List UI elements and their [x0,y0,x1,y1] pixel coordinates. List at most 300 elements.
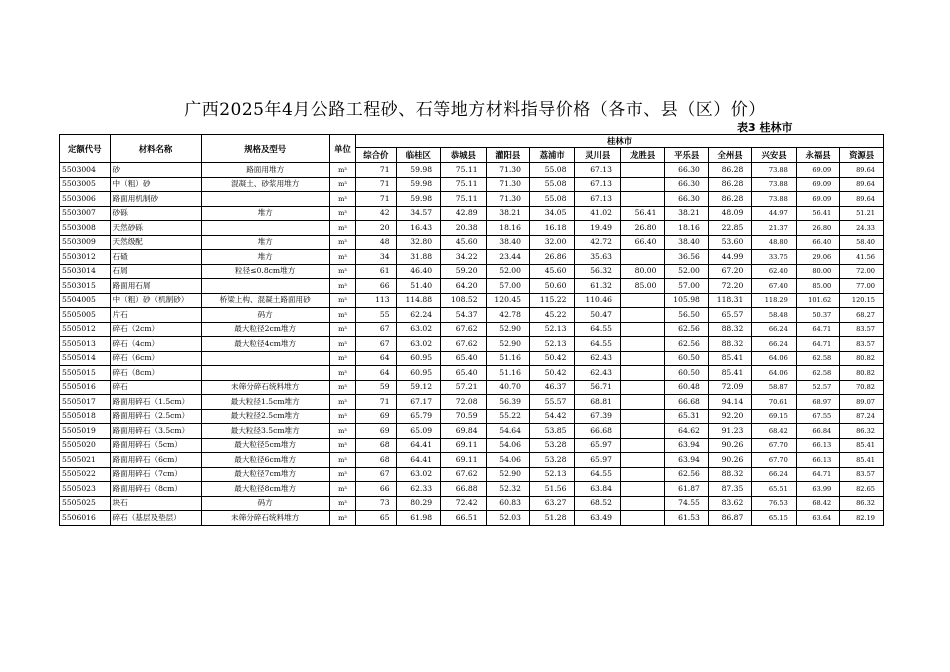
cell-price: 66.88 [441,482,486,497]
cell-price: 34.05 [529,206,574,221]
cell-price: 67.70 [752,453,796,468]
cell-price: 73.88 [752,177,796,192]
cell-price: 63.49 [575,511,620,526]
cell-price: 65.15 [752,511,796,526]
cell-price: 64.71 [796,337,839,352]
cell-price: 45.60 [529,264,574,279]
cell-price [620,424,664,439]
cell-price: 85.41 [840,438,884,453]
cell-code: 5503004 [60,163,111,178]
cell-price: 85.41 [708,366,751,381]
cell-price: 50.60 [529,279,574,294]
cell-price: 61.87 [665,482,708,497]
cell-price: 50.37 [796,308,839,323]
cell-price: 60.83 [486,496,529,511]
cell-price: 67.13 [575,177,620,192]
cell-price: 85.41 [840,453,884,468]
cell-price: 65.31 [665,409,708,424]
cell-spec: 粒径≤0.8cm堆方 [201,264,329,279]
cell-material-name: 砂 [110,163,201,178]
cell-price: 65.40 [441,351,486,366]
cell-price: 66.84 [796,424,839,439]
cell-unit: m³ [329,453,355,468]
cell-price: 52.00 [665,264,708,279]
cell-material-name: 路面用碎石（8cm） [110,482,201,497]
cell-price: 51.16 [486,351,529,366]
cell-price: 89.07 [840,395,884,410]
header-column: 荔浦市 [529,148,574,163]
cell-price: 26.80 [796,221,839,236]
cell-price: 66.68 [665,395,708,410]
cell-material-name: 路面用碎石（6cm） [110,453,201,468]
cell-material-name: 中（粗）砂 [110,177,201,192]
header-name: 材料名称 [110,135,201,163]
cell-price: 65.51 [752,482,796,497]
table-row [60,250,884,265]
cell-price: 68.52 [575,496,620,511]
cell-price: 67.62 [441,467,486,482]
cell-price: 56.39 [486,395,529,410]
cell-spec: 桥梁上构、混凝土路面用砂 [201,293,329,308]
cell-material-name: 碎石（基层及垫层） [110,511,201,526]
cell-price: 94.14 [708,395,751,410]
cell-code: 5503008 [60,221,111,236]
cell-price [620,366,664,381]
cell-price [620,322,664,337]
cell-code: 5503012 [60,250,111,265]
cell-price: 52.90 [486,337,529,352]
cell-price: 53.60 [708,235,751,250]
cell-price: 69 [356,409,396,424]
cell-unit: m³ [329,482,355,497]
cell-price: 64.06 [752,366,796,381]
cell-price: 85.41 [708,351,751,366]
table-header [60,135,884,163]
cell-code: 5505023 [60,482,111,497]
table-row [60,351,884,366]
cell-unit: m³ [329,264,355,279]
cell-price: 69.11 [441,438,486,453]
cell-price: 114.88 [396,293,440,308]
header-spec: 规格及型号 [201,135,329,163]
cell-price: 58.48 [752,308,796,323]
cell-price [620,482,664,497]
cell-price: 59 [356,380,396,395]
cell-unit: m³ [329,496,355,511]
cell-price: 67.13 [575,163,620,178]
cell-price: 113 [356,293,396,308]
cell-price: 31.88 [396,250,440,265]
table-row [60,177,884,192]
cell-price: 62.56 [665,467,708,482]
cell-price [620,351,664,366]
cell-spec: 未筛分碎石统料堆方 [201,380,329,395]
cell-unit: m³ [329,366,355,381]
cell-unit: m³ [329,192,355,207]
cell-price: 67.39 [575,409,620,424]
cell-price: 54.64 [486,424,529,439]
cell-price: 61.32 [575,279,620,294]
cell-price: 63.84 [575,482,620,497]
cell-price [620,337,664,352]
cell-price: 42.78 [486,308,529,323]
header-code: 定额代号 [60,135,111,163]
cell-code: 5504005 [60,293,111,308]
cell-price: 71.30 [486,177,529,192]
cell-price: 20 [356,221,396,236]
cell-price: 87.35 [708,482,751,497]
cell-price [620,395,664,410]
cell-price [620,177,664,192]
cell-spec: 最大粒径8cm堆方 [201,482,329,497]
cell-price: 58.87 [752,380,796,395]
cell-price: 63.99 [796,482,839,497]
cell-price: 72.42 [441,496,486,511]
cell-price: 38.40 [665,235,708,250]
cell-price: 80.00 [620,264,664,279]
cell-price: 55.08 [529,163,574,178]
cell-code: 5503014 [60,264,111,279]
header-group-guilin: 桂林市 [356,135,884,148]
cell-unit: m³ [329,395,355,410]
cell-price: 64 [356,351,396,366]
cell-price: 118.29 [752,293,796,308]
cell-price: 61.53 [665,511,708,526]
cell-price: 65.40 [441,366,486,381]
table-row [60,438,884,453]
cell-spec: 最大粒径1.5cm堆方 [201,395,329,410]
header-column: 灵川县 [575,148,620,163]
cell-spec: 未筛分碎石统料堆方 [201,511,329,526]
cell-material-name: 路面用碎石（1.5cm） [110,395,201,410]
cell-price [620,438,664,453]
cell-price: 85.00 [620,279,664,294]
cell-price: 66 [356,482,396,497]
cell-unit: m³ [329,279,355,294]
cell-price: 56.41 [796,206,839,221]
cell-price: 85.00 [796,279,839,294]
cell-price: 56.71 [575,380,620,395]
cell-price [620,308,664,323]
cell-price: 75.11 [441,163,486,178]
cell-price: 56.50 [665,308,708,323]
cell-material-name: 路面用碎石（5cm） [110,438,201,453]
cell-price: 62.56 [665,322,708,337]
cell-price: 62.24 [396,308,440,323]
cell-spec [201,192,329,207]
cell-price: 42.72 [575,235,620,250]
cell-price: 88.32 [708,322,751,337]
cell-price: 42 [356,206,396,221]
cell-price [620,467,664,482]
cell-price: 67 [356,467,396,482]
cell-price: 83.62 [708,496,751,511]
cell-code: 5505020 [60,438,111,453]
table-row [60,206,884,221]
cell-price: 71 [356,192,396,207]
cell-price: 110.46 [575,293,620,308]
cell-price: 41.56 [840,250,884,265]
cell-material-name: 路面用机制砂 [110,192,201,207]
cell-price: 52.13 [529,467,574,482]
header-column: 恭城县 [441,148,486,163]
cell-spec: 堆方 [201,235,329,250]
cell-spec: 码方 [201,496,329,511]
cell-price: 67.70 [752,438,796,453]
cell-price: 68.81 [575,395,620,410]
cell-price: 86.32 [840,496,884,511]
table-row [60,264,884,279]
cell-price: 65.97 [575,453,620,468]
table-row [60,235,884,250]
cell-spec: 码方 [201,308,329,323]
cell-price: 46.37 [529,380,574,395]
cell-unit: m³ [329,221,355,236]
cell-price: 45.60 [441,235,486,250]
cell-spec: 最大粒径7cm堆方 [201,467,329,482]
cell-price: 80.29 [396,496,440,511]
cell-price: 71 [356,395,396,410]
cell-price: 80.00 [796,264,839,279]
cell-price: 90.26 [708,453,751,468]
table-row [60,308,884,323]
cell-price: 42.89 [441,206,486,221]
cell-price: 52.90 [486,322,529,337]
cell-price: 59.20 [441,264,486,279]
cell-price: 89.64 [840,177,884,192]
cell-price: 66.51 [441,511,486,526]
cell-price [620,453,664,468]
header-column: 兴安县 [752,148,796,163]
cell-code: 5506016 [60,511,111,526]
table-row [60,337,884,352]
cell-price: 63.64 [796,511,839,526]
cell-price: 63.02 [396,467,440,482]
cell-price: 54.42 [529,409,574,424]
cell-price: 83.57 [840,322,884,337]
cell-price: 66.24 [752,337,796,352]
cell-price: 91.23 [708,424,751,439]
table-row [60,279,884,294]
cell-price: 62.40 [752,264,796,279]
cell-price: 61.98 [396,511,440,526]
cell-price: 83.57 [840,467,884,482]
cell-spec: 最大粒径3.5cm堆方 [201,424,329,439]
cell-price: 36.56 [665,250,708,265]
cell-price: 80.82 [840,351,884,366]
cell-code: 5505018 [60,409,111,424]
cell-unit: m³ [329,293,355,308]
cell-unit: m³ [329,250,355,265]
cell-material-name: 路面用碎石（2.5cm） [110,409,201,424]
cell-price: 38.21 [486,206,529,221]
cell-price: 115.22 [529,293,574,308]
cell-price [620,380,664,395]
table-row [60,496,884,511]
cell-code: 5505005 [60,308,111,323]
table-row [60,409,884,424]
cell-material-name: 石屑 [110,264,201,279]
cell-price: 34.22 [441,250,486,265]
cell-price: 24.33 [840,221,884,236]
cell-spec [201,351,329,366]
cell-price: 54.06 [486,453,529,468]
table-row [60,424,884,439]
cell-price: 48.80 [752,235,796,250]
cell-price: 68.42 [752,424,796,439]
cell-price: 59.98 [396,192,440,207]
cell-price: 34 [356,250,396,265]
cell-price: 92.20 [708,409,751,424]
cell-price: 62.33 [396,482,440,497]
cell-code: 5503015 [60,279,111,294]
cell-price: 65.57 [708,308,751,323]
table-row [60,395,884,410]
cell-code: 5503005 [60,177,111,192]
cell-price: 59.98 [396,177,440,192]
cell-price: 72.00 [840,264,884,279]
cell-price: 75.11 [441,177,486,192]
cell-price: 58.40 [840,235,884,250]
cell-price: 67.20 [708,264,751,279]
cell-price: 23.44 [486,250,529,265]
table-row [60,221,884,236]
table-body [60,163,884,526]
cell-price: 89.64 [840,192,884,207]
cell-price: 18.16 [665,221,708,236]
cell-price: 71.30 [486,163,529,178]
cell-unit: m³ [329,438,355,453]
cell-price: 63.94 [665,453,708,468]
cell-price: 64.41 [396,438,440,453]
cell-price: 66.40 [796,235,839,250]
cell-spec: 混凝土、砂浆用堆方 [201,177,329,192]
cell-code: 5505021 [60,453,111,468]
cell-price: 86.28 [708,177,751,192]
cell-price: 66.13 [796,453,839,468]
cell-price: 86.28 [708,192,751,207]
cell-price: 51.21 [840,206,884,221]
cell-material-name: 碎石（6cm） [110,351,201,366]
cell-unit: m³ [329,351,355,366]
cell-price: 64.06 [752,351,796,366]
cell-price: 62.43 [575,351,620,366]
cell-price: 65.79 [396,409,440,424]
cell-price: 65 [356,511,396,526]
cell-price: 89.64 [840,163,884,178]
cell-price: 62.56 [665,337,708,352]
cell-price: 66.40 [620,235,664,250]
cell-price: 34.57 [396,206,440,221]
cell-price [620,409,664,424]
price-table [59,134,884,526]
cell-price: 51.28 [529,511,574,526]
cell-price: 70.61 [752,395,796,410]
cell-price: 35.63 [575,250,620,265]
cell-spec: 最大粒径5cm堆方 [201,438,329,453]
cell-unit: m³ [329,409,355,424]
cell-price: 32.80 [396,235,440,250]
cell-price: 68 [356,453,396,468]
cell-price: 71 [356,163,396,178]
cell-price: 52.57 [796,380,839,395]
cell-price: 65.97 [575,438,620,453]
cell-price: 70.59 [441,409,486,424]
cell-price: 44.97 [752,206,796,221]
cell-spec: 堆方 [201,206,329,221]
cell-price: 82.65 [840,482,884,497]
cell-price: 83.57 [840,337,884,352]
cell-material-name: 路面用碎石（7cm） [110,467,201,482]
cell-spec: 最大粒径2.5cm堆方 [201,409,329,424]
cell-price: 71 [356,177,396,192]
cell-price: 65.09 [396,424,440,439]
page-title: 广西2025年4月公路工程砂、石等地方材料指导价格（各市、县（区）价） [184,100,766,120]
cell-spec: 最大粒径6cm堆方 [201,453,329,468]
cell-price [620,250,664,265]
cell-price: 48 [356,235,396,250]
cell-unit: m³ [329,337,355,352]
cell-price: 108.52 [441,293,486,308]
cell-price: 67.62 [441,322,486,337]
cell-price: 68.97 [796,395,839,410]
cell-price: 64.71 [796,322,839,337]
cell-price: 67.40 [752,279,796,294]
cell-price: 59.12 [396,380,440,395]
cell-price: 54.06 [486,438,529,453]
cell-unit: m³ [329,308,355,323]
cell-price: 67 [356,337,396,352]
cell-price: 88.32 [708,337,751,352]
cell-price [620,293,664,308]
table-row [60,293,884,308]
cell-material-name: 中（粗）砂（机制砂） [110,293,201,308]
cell-price: 57.00 [486,279,529,294]
cell-price: 64 [356,366,396,381]
cell-price: 52.13 [529,322,574,337]
cell-price: 40.70 [486,380,529,395]
cell-price: 20.38 [441,221,486,236]
cell-price: 59.98 [396,163,440,178]
cell-price: 62.58 [796,366,839,381]
cell-price: 55 [356,308,396,323]
cell-price: 52.03 [486,511,529,526]
cell-code: 5505019 [60,424,111,439]
cell-price: 64.55 [575,467,620,482]
header-column: 综合价 [356,148,396,163]
cell-price: 69.15 [752,409,796,424]
cell-price: 68 [356,438,396,453]
cell-price: 74.55 [665,496,708,511]
cell-price: 105.98 [665,293,708,308]
cell-price: 101.62 [796,293,839,308]
cell-unit: m³ [329,424,355,439]
table-row [60,453,884,468]
cell-price: 66.30 [665,163,708,178]
cell-price: 55.57 [529,395,574,410]
cell-material-name: 天然级配 [110,235,201,250]
cell-price: 62.43 [575,366,620,381]
cell-price: 69.09 [796,177,839,192]
cell-material-name: 碎石（8cm） [110,366,201,381]
cell-price: 63.02 [396,322,440,337]
cell-price: 55.22 [486,409,529,424]
cell-code: 5505015 [60,366,111,381]
cell-material-name: 片石 [110,308,201,323]
cell-price: 32.00 [529,235,574,250]
cell-price: 66.30 [665,177,708,192]
cell-price: 69.09 [796,163,839,178]
